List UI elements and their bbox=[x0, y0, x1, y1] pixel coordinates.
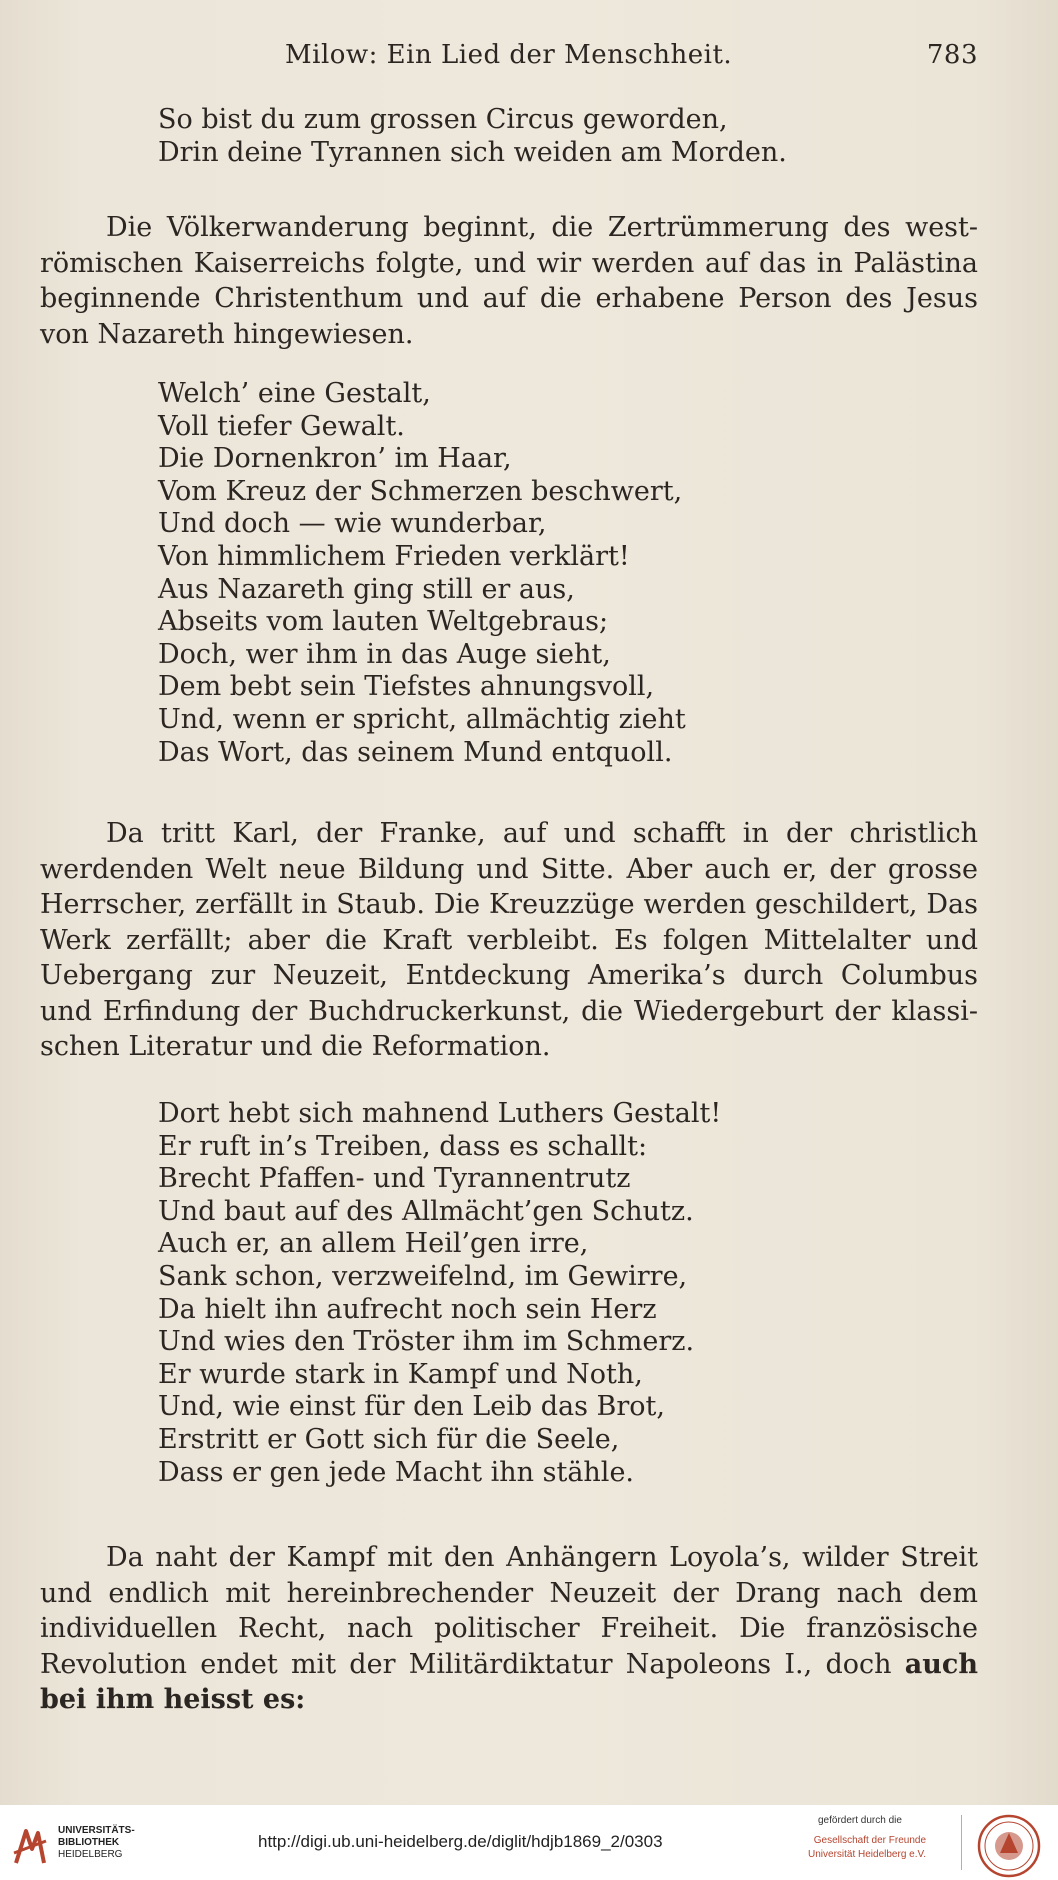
verse-line: Auch er, an allem Heil’gen irre, bbox=[158, 1228, 589, 1260]
footer-divider bbox=[961, 1815, 962, 1870]
verse-jesus bbox=[158, 378, 858, 769]
verse-line: Welch’ eine Gestalt, bbox=[158, 378, 431, 409]
verse-line: Und wies den Tröster ihm im Schmerz. bbox=[158, 1326, 695, 1358]
verse-line: Dort hebt sich mahnend Luthers Gestalt! bbox=[158, 1098, 722, 1129]
verse-line: Da hielt ihn aufrecht noch sein Herz bbox=[158, 1293, 657, 1325]
verse-line: Erstritt er Gott sich für die Seele, bbox=[158, 1423, 620, 1455]
verse-line: Und baut auf des Allmächt’gen Schutz. bbox=[158, 1195, 694, 1227]
verse-line: Und doch — wie wunderbar, bbox=[158, 508, 547, 540]
verse-line: So bist du zum grossen Circus geworden, bbox=[158, 104, 728, 135]
verse-line: Die Dornenkron’ im Haar, bbox=[158, 443, 512, 475]
paragraph-voelkerwanderung: Die Völkerwanderung beginnt, die Zertrümmerung des west-römischen Kaiserreichs folgte, und wir werden auf das in Palästina beginnende Christenthum und auf die erhabene Person des Jesus von Nazareth hingewiesen. bbox=[40, 212, 978, 350]
verse-line: Sank schon, verzweifelnd, im Gewirre, bbox=[158, 1260, 688, 1292]
library-name: UNIVERSITÄTS- BIBLIOTHEK HEIDELBERG bbox=[58, 1825, 135, 1860]
verse-line: Er wurde stark in Kampf und Noth, bbox=[158, 1358, 643, 1390]
source-url-link[interactable]: http://digi.ub.uni-heidelberg.de/diglit/hdjb1869_2/0303 bbox=[258, 1832, 663, 1851]
verse-circus bbox=[158, 104, 858, 169]
verse-line: Das Wort, das seinem Mund entquoll. bbox=[158, 736, 673, 768]
verse-line: Vom Kreuz der Schmerzen beschwert, bbox=[158, 475, 683, 507]
running-header bbox=[0, 40, 1058, 80]
verse-line: Aus Nazareth ging still er aus, bbox=[158, 573, 575, 605]
library-logo-icon bbox=[12, 1823, 48, 1867]
verse-line: Abseits vom lauten Weltgebraus; bbox=[158, 606, 609, 638]
paragraph-text: Da naht der Kampf mit den Anhängern Loyola’s, wilder Streit und endlich mit hereinbrechender Neuzeit der Drang nach dem individuellen Recht, nach politischer Freiheit. Die französische Revolution endet mit der Militärdiktatur Napoleons I., doch bbox=[40, 1542, 978, 1680]
page-number: 783 bbox=[926, 40, 978, 70]
paragraph-loyola bbox=[40, 1540, 978, 1718]
university-seal-icon bbox=[976, 1813, 1042, 1879]
verse-line: Doch, wer ihm in das Auge sieht, bbox=[158, 638, 611, 670]
funded-by-label: gefördert durch die bbox=[818, 1815, 902, 1826]
verse-line: Von himmlichem Frieden verklärt! bbox=[158, 540, 630, 572]
verse-luther bbox=[158, 1098, 858, 1489]
verse-line: Dem bebt sein Tiefstes ahnungsvoll, bbox=[158, 671, 655, 703]
verse-line: Er ruft in’s Treiben, dass es schallt: bbox=[158, 1130, 648, 1162]
verse-line: Brecht Pfaffen- und Tyrannentrutz bbox=[158, 1163, 631, 1195]
verse-line: Voll tiefer Gewalt. bbox=[158, 410, 405, 442]
paragraph-karl: Da tritt Karl, der Franke, auf und schafft in der christlich werdenden Welt neue Bildung und Sitte. Aber auch er, der grosse Herrscher, zerfällt in Staub. Die Kreuzzüge werden geschildert, Das Werk zerfällt; aber die Kraft verbleibt. Es folgen Mittelalter und Uebergang zur Neuzeit, Entdeckung Amerika’s durch Columbus und Erfindung der Buchdruckerkunst, die Wiedergeburt der klassi-schen Literatur und die Reformation. bbox=[40, 818, 978, 1062]
verse-line: Dass er gen jede Macht ihn stähle. bbox=[158, 1456, 635, 1488]
paragraph-bold-tail: auch bei ihm heisst es: bbox=[40, 1648, 978, 1715]
verse-line: Drin deine Tyrannen sich weiden am Morden. bbox=[158, 136, 787, 168]
verse-line: Und, wenn er spricht, allmächtig zieht bbox=[158, 703, 686, 735]
header-title: Milow: Ein Lied der Menschheit. bbox=[285, 40, 733, 70]
digitization-footer bbox=[0, 1805, 1058, 1880]
verse-line: Und, wie einst für den Leib das Brot, bbox=[158, 1391, 665, 1423]
society-name: Gesellschaft der Freunde Universität Heidelberg e.V. bbox=[808, 1835, 927, 1860]
